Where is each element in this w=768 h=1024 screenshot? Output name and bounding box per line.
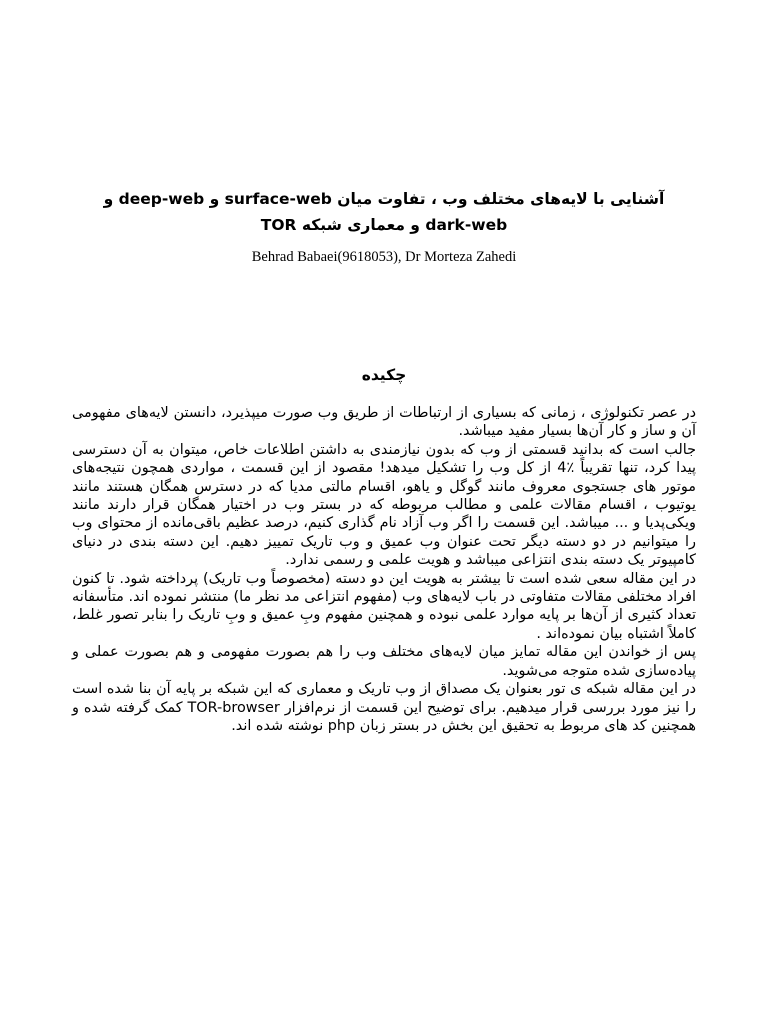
paper-title-line-1: آشنایی با لایه‌های مختلف وب ، تفاوت میان surface-web و deep-web و: [103, 190, 665, 208]
abstract-paragraph: پس از خواندن این مقاله تمایز میان لایه‌های مختلف وب را هم بصورت مفهومی و هم بصورت عملی و پیاده‌سازی شده متوجه می‌شوید.: [72, 644, 696, 679]
paper-title: [72, 186, 696, 238]
abstract-paragraph: جالب است که بدانید قسمتی از وب که بدون نیازمندی به داشتن اطلاعات خاص، میتوان به آن دسترسی پیدا کرد، تنها تقریباً ٪4 از کل وب را تشکیل میدهد! مقصود از این قسمت ، مواردی همچون نتیجه‌های موتور های جستجوی معروف مانند گوگل و یاهو، اقسام مالتی مدیا که در دسترس همگان هستند مانند یوتیوب ، اقسام مقالات علمی و مطالب مربوطه که در بستر وب در اختیار همگان قرار دارند مانند ویکی‌پدیا و ... میباشد. این قسمت را اگر وب آزاد نام گذاری کنیم، درصد عظیم باقی‌مانده از محتوای وب را میتوانیم در دو دسته دیگر تحت عنوان وب عمیق و وب تاریک تمییز دهیم. این دسته بندی در دنیای کامپیوتر یک دسته بندی انتزاعی میباشد و هویت علمی و رسمی ندارد.: [72, 441, 696, 569]
abstract-paragraph: در این مقاله شبکه ی تور بعنوان یک مصداق از وب تاریک و معماری که این شبکه بر پایه آن بنا شده است را نیز مورد بررسی قرار میدهیم. برای توضیح این قسمت از نرم‌افزار TOR-browser کمک گرفته شده و همچنین کد های مربوط به تحقیق این بخش در بستر زبان php نوشته شده اند.: [72, 681, 696, 734]
paper-title-line-2: dark-web و معماری شبکه TOR: [260, 216, 508, 234]
abstract-body: [72, 404, 696, 735]
abstract-heading: چکیده: [361, 366, 407, 384]
abstract-paragraph: در این مقاله سعی شده است تا بیشتر به هویت این دو دسته (مخصوصاً وب تاریک) پرداخته شود. تا کنون افراد مختلفی مقالات متفاوتی در باب لایه‌های وب (مفهوم انتزاعی مد نظر ما) منتشر نموده اند. متأسفانه تعداد کثیری از آن‌ها بر پایه موارد علمی نبوده و همچنین مفهوم وبِ عمیق و وبِ تاریک را بنابر تصور غلط، کاملاً اشتباه بیان نموده‌اند .: [72, 570, 696, 642]
abstract-paragraph: در عصر تکنولوژی ، زمانی که بسیاری از ارتباطات از طریق وب صورت میپذیرد، دانستن لایه‌های مفهومی آن و ساز و کار آن‌ها بسیار مفید میباشد.: [72, 405, 696, 440]
paper-authors: Behrad Babaei(9618053), Dr Morteza Zahedi: [251, 249, 517, 265]
